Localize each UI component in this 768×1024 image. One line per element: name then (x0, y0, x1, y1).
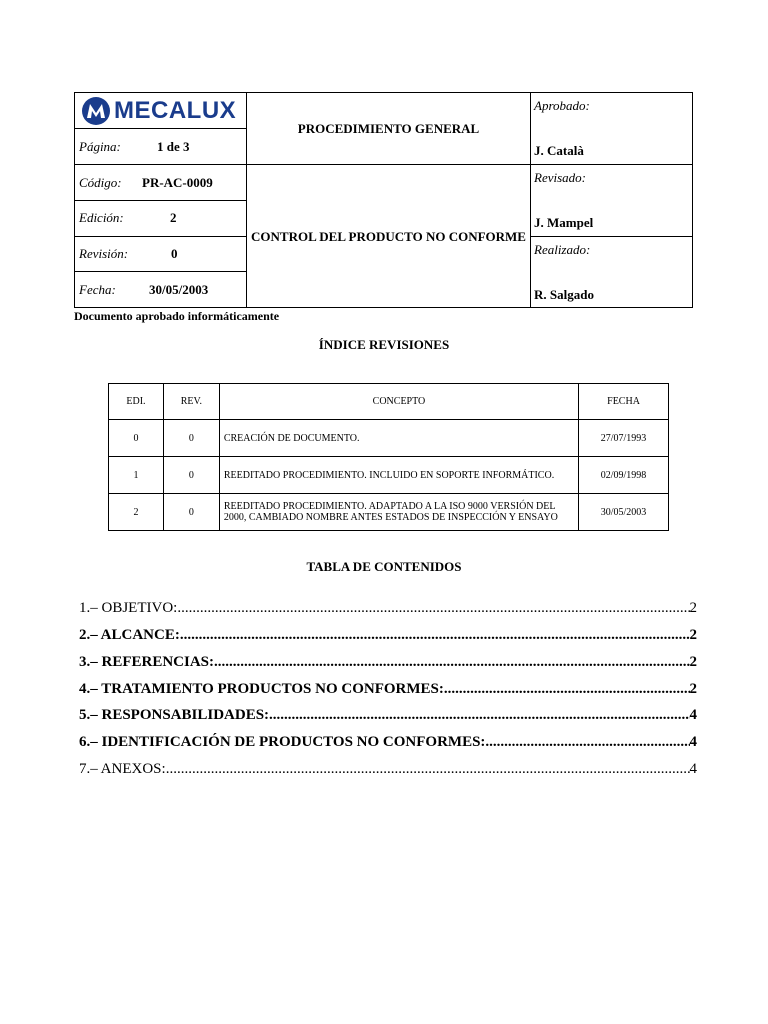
toc-item-page: 4 (689, 707, 697, 723)
table-header-row (109, 384, 669, 420)
toc-item-page: 2 (689, 654, 697, 670)
row-edi: 2 (109, 494, 164, 531)
revision-label: Revisión: (79, 246, 129, 261)
date-label: Fecha: (79, 282, 116, 297)
revision-value: 0 (171, 246, 178, 261)
toc-item-page: 4 (689, 761, 697, 777)
row-rev: 0 (163, 420, 219, 457)
page-label: Página: (79, 139, 121, 154)
revisions-table (108, 383, 669, 531)
table-row (109, 457, 669, 494)
col-header-concept: CONCEPTO (219, 384, 578, 420)
revisions-title: ÍNDICE REVISIONES (318, 337, 450, 352)
row-rev: 0 (163, 457, 219, 494)
date-value: 30/05/2003 (149, 282, 209, 297)
toc-item[interactable] (79, 678, 697, 698)
approved-value: J. Català (534, 143, 584, 158)
code-value: PR-AC-0009 (142, 175, 213, 190)
toc-item[interactable] (79, 651, 697, 671)
table-row (109, 494, 669, 531)
toc-item-page: 2 (689, 681, 697, 697)
table-row (109, 420, 669, 457)
row-date: 30/05/2003 (579, 494, 669, 531)
toc-item[interactable] (79, 624, 697, 644)
mecalux-logo (81, 95, 236, 126)
made-value: R. Salgado (534, 287, 594, 302)
toc-item[interactable] (79, 704, 697, 724)
logo-text: MECALUX (114, 96, 237, 124)
toc-item-title: 5.– RESPONSABILIDADES: (79, 707, 270, 723)
toc-item[interactable] (79, 731, 697, 751)
row-date: 27/07/1993 (579, 420, 669, 457)
col-header-edi: EDI. (109, 384, 164, 420)
toc-item-title: 7.– ANEXOS: (79, 761, 166, 777)
row-rev: 0 (163, 494, 219, 531)
code-label: Código: (79, 175, 122, 190)
toc-item-page: 4 (689, 734, 697, 750)
reviewed-value: J. Mampel (534, 215, 594, 230)
mecalux-logo-icon (81, 96, 111, 126)
row-concept: CREACIÓN DE DOCUMENTO. (219, 420, 578, 457)
col-header-date: FECHA (579, 384, 669, 420)
row-edi: 1 (109, 457, 164, 494)
reviewed-label: Revisado: (534, 170, 586, 185)
row-concept: REEDITADO PROCEDIMIENTO. INCLUIDO EN SOPORTE INFORMÁTICO. (219, 457, 578, 494)
row-concept: REEDITADO PROCEDIMIENTO. ADAPTADO A LA ISO 9000 VERSIÓN DEL 2000, CAMBIADO NOMBRE ANTES ESTADOS DE INSPECCIÓN Y ENSAYO (219, 494, 578, 531)
page-value: 1 de 3 (157, 139, 190, 154)
row-edi: 0 (109, 420, 164, 457)
toc-item-page: 2 (689, 600, 697, 616)
toc-item-title: 6.– IDENTIFICACIÓN DE PRODUCTOS NO CONFORMES: (79, 734, 486, 750)
approved-label: Aprobado: (534, 98, 590, 113)
document-header (74, 92, 693, 308)
toc-item-title: 2.– ALCANCE: (79, 627, 180, 643)
toc-item-page: 2 (689, 627, 697, 643)
document-title: CONTROL DEL PRODUCTO NO CONFORME (251, 229, 526, 244)
row-date: 02/09/1998 (579, 457, 669, 494)
made-label: Realizado: (534, 242, 591, 257)
toc-item-title: 1.– OBJETIVO: (79, 600, 178, 616)
toc-item-title: 3.– REFERENCIAS: (79, 654, 215, 670)
procedure-title: PROCEDIMIENTO GENERAL (297, 121, 480, 136)
approved-note: Documento aprobado informáticamente (74, 309, 280, 323)
edition-label: Edición: (79, 210, 124, 225)
toc-item[interactable] (79, 758, 697, 778)
col-header-rev: REV. (163, 384, 219, 420)
toc-item-title: 4.– TRATAMIENTO PRODUCTOS NO CONFORMES: (79, 681, 444, 697)
edition-value: 2 (170, 210, 177, 225)
toc-item[interactable] (79, 597, 697, 617)
toc-title: TABLA DE CONTENIDOS (306, 559, 462, 574)
